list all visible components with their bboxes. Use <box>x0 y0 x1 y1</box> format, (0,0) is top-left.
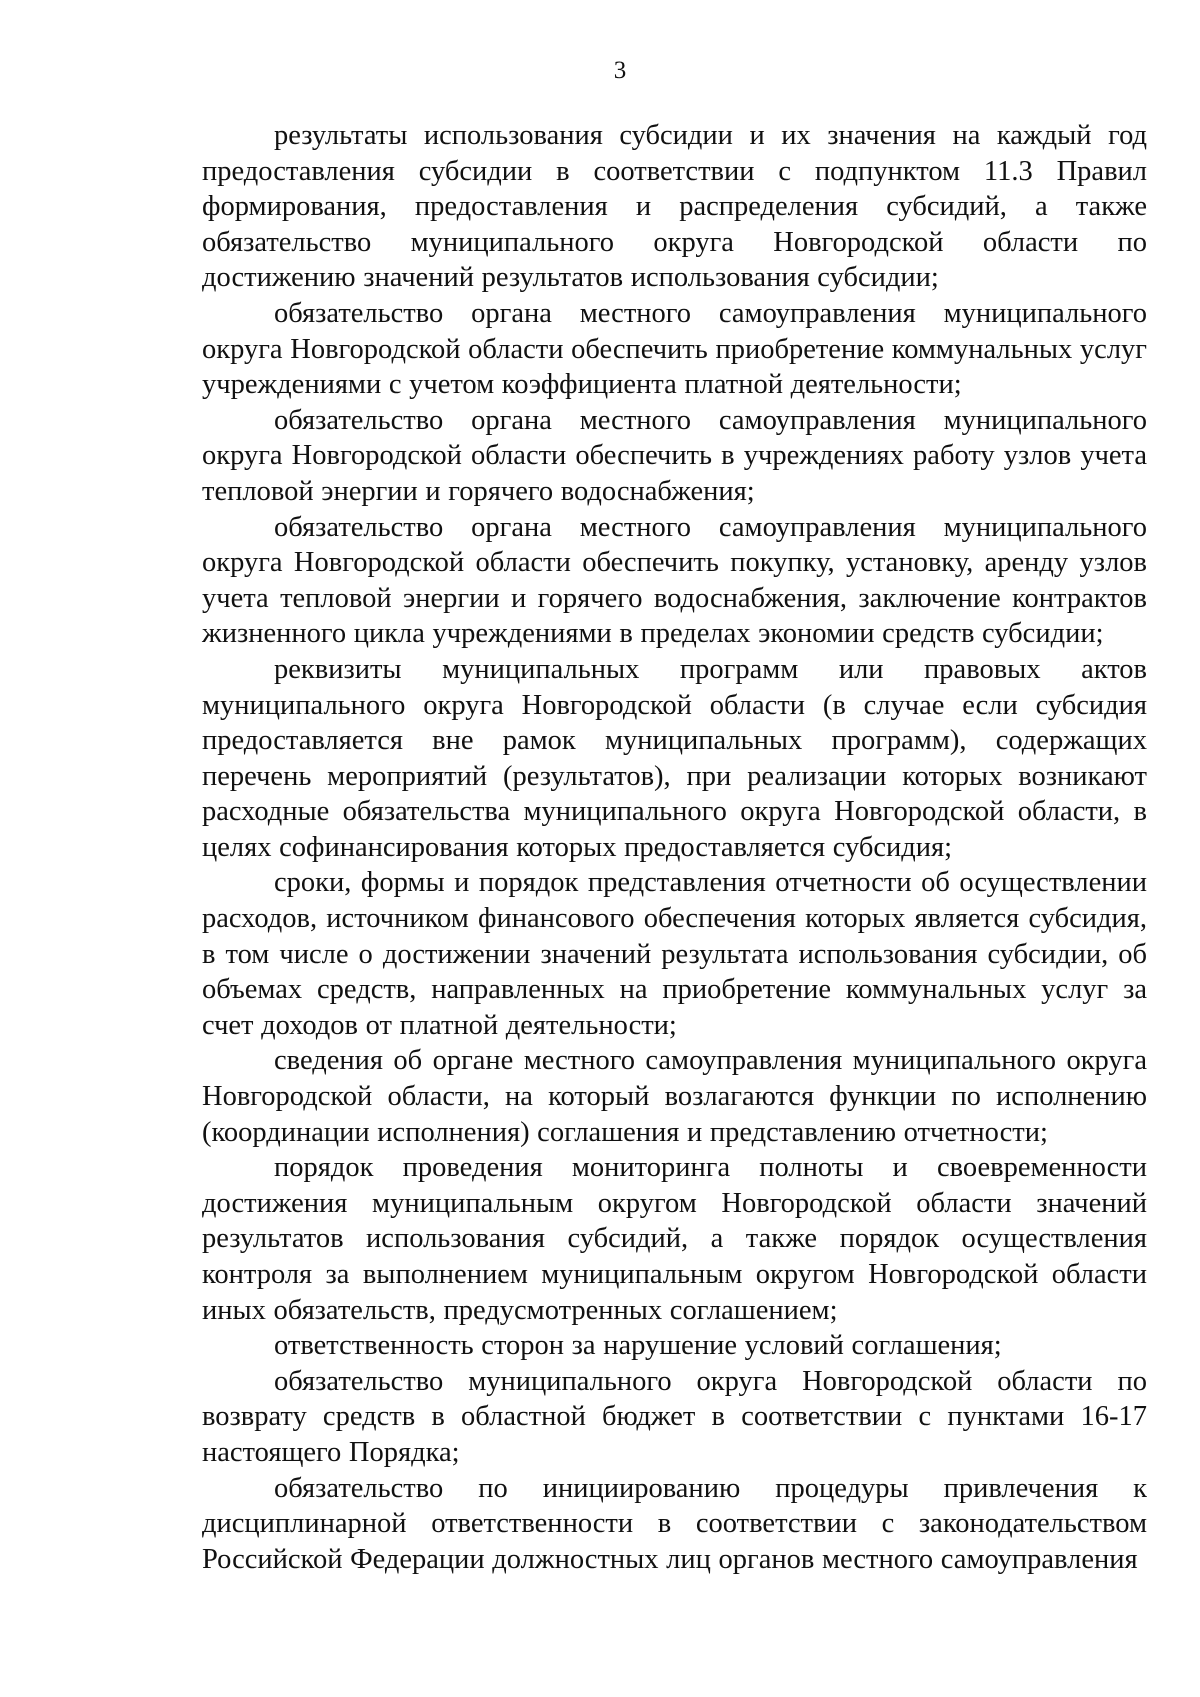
paragraph: обязательство органа местного самоуправления муниципального округа Новгородской области обеспечить приобретение коммунальных услуг учреждениями с учетом коэффициента платной деятельности; <box>202 297 1147 401</box>
paragraph: реквизиты муниципальных программ или правовых актов муниципального округа Новгородской области (в случае если субсидия предоставляется вне рамок муниципальных программ), содержащих перечень мероприятий (результатов), при реализации которых возникают расходные обязательства муниципального округа Новгородской области, в целях софинансирования которых предоставляется субсидия; <box>202 653 1147 863</box>
paragraph: результаты использования субсидии и их значения на каждый год предоставления субсидии в соответствии с подпунктом 11.3 Правил формирования, предоставления и распределения субсидий, а также обязательство муниципального округа Новгородской области по достижению значений результатов использования субсидии; <box>202 120 1147 294</box>
paragraph: сроки, формы и порядок представления отчетности об осуществлении расходов, источником финансового обеспечения которых является субсидия, в том числе о достижении значений результата использования субсидии, об объемах средств, направленных на приобретение коммунальных услуг за счет доходов от платной деятельности; <box>202 867 1147 1041</box>
paragraph: порядок проведения мониторинга полноты и своевременности достижения муниципальным округом Новгородской области значений результатов использования субсидий, а также порядок осуществления контроля за выполнением муниципальным округом Новгородской области иных обязательств, предусмотренных соглашением; <box>202 1152 1147 1326</box>
paragraph: ответственность сторон за нарушение условий соглашения; <box>274 1330 1002 1362</box>
paragraph: обязательство муниципального округа Новгородской области по возврату средств в областной бюджет в соответствии с пунктами 16-17 настоящего Порядка; <box>202 1365 1147 1468</box>
document-body <box>202 118 1147 1577</box>
paragraph: обязательство по инициированию процедуры привлечения к дисциплинарной ответственности в соответствии с законодательством Российской Федерации должностных лиц органов местного самоуправления <box>202 1472 1147 1575</box>
page-number: 3 <box>613 57 627 84</box>
paragraph: обязательство органа местного самоуправления муниципального округа Новгородской области обеспечить покупку, установку, аренду узлов учета тепловой энергии и горячего водоснабжения, заключение контрактов жизненного цикла учреждениями в пределах экономии средств субсидии; <box>202 511 1147 650</box>
paragraph: обязательство органа местного самоуправления муниципального округа Новгородской области обеспечить в учреждениях работу узлов учета тепловой энергии и горячего водоснабжения; <box>202 404 1147 507</box>
paragraph: сведения об органе местного самоуправления муниципального округа Новгородской области, на который возлагаются функции по исполнению (координации исполнения) соглашения и представлению отчетности; <box>202 1045 1147 1148</box>
